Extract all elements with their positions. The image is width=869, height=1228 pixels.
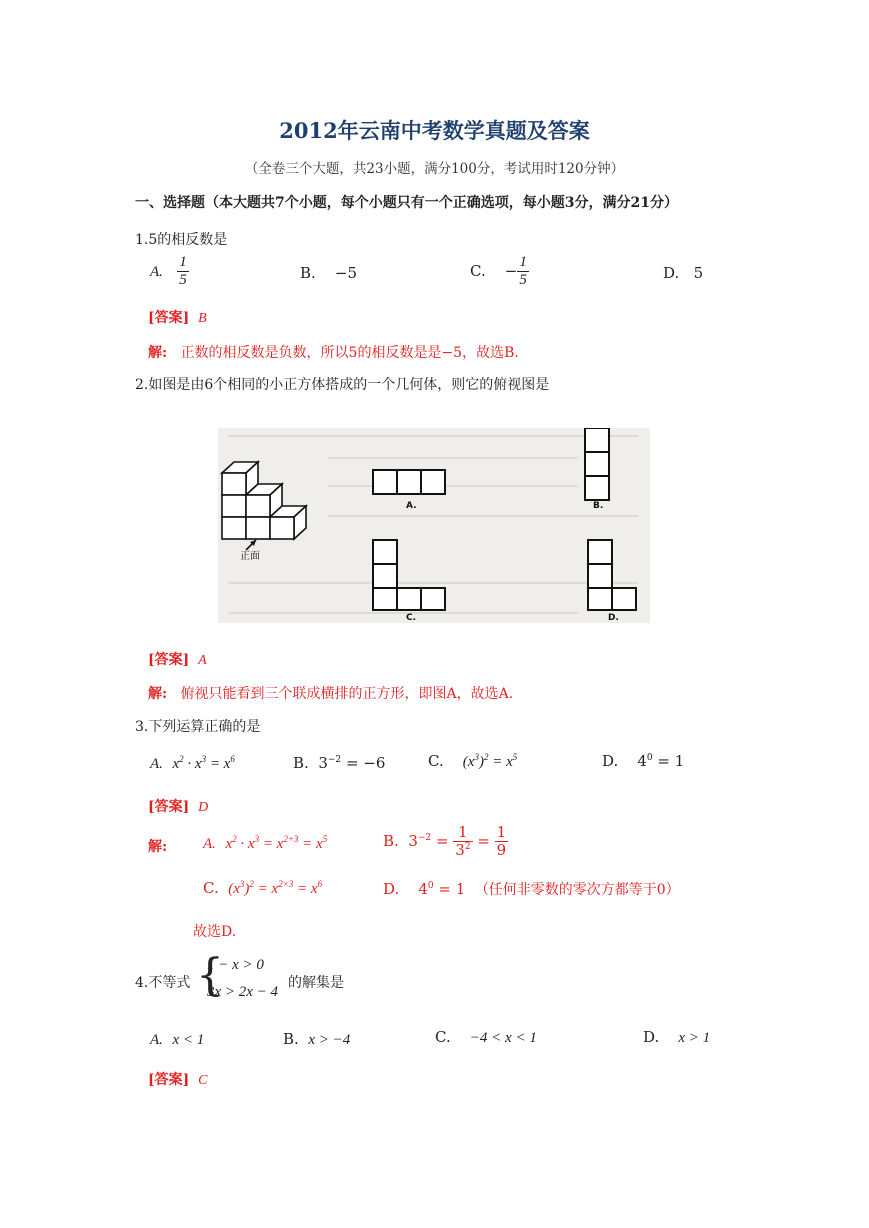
q2-front-label: 正面 (240, 551, 260, 562)
q4-stem-prefix: 4.不等式 (135, 975, 191, 991)
q3-solution-c: C. $(x^3)^2 = x^{2\times 3} = x^6$ (203, 879, 323, 897)
q2-view-b (585, 428, 609, 500)
page-subtitle: （全卷三个大题，共23小题，满分100分，考试用时120分钟） (244, 161, 625, 177)
q3-option-d: D. $4^0 = 1$ (602, 752, 685, 770)
q2-stem: 2.如图是由6个相同的小正方体搭成的一个几何体，则它的俯视图是 (135, 377, 550, 393)
q1-option-d: D. 5 (663, 264, 704, 282)
q4-stem-suffix: 的解集是 (288, 975, 344, 991)
q4-inequality-1: 1 − x > 0 (207, 957, 264, 973)
q3-solution-b: B. $3^{-2}$ = $\frac{1}{3^2}$ = $\frac{1}{9}$ (383, 823, 507, 860)
q2-label-c: C. (406, 613, 417, 623)
q3-answer: [答案] D (148, 799, 209, 815)
q2-view-a (373, 470, 445, 494)
q1-option-b: B. −5 (300, 264, 357, 282)
q4-option-d: D. x > 1 (643, 1028, 711, 1046)
q2-label-a: A. (406, 501, 417, 511)
q4-option-a: A. x < 1 (150, 1032, 205, 1048)
q4-answer: [答案] C (148, 1072, 208, 1088)
q2-label-b: B. (593, 501, 604, 511)
q2-view-d (588, 540, 636, 610)
q4-option-c: C. −4 < x < 1 (435, 1028, 537, 1046)
section-heading: 一、选择题（本大题共7个小题，每个小题只有一个正确选项，每小题3分，满分21分） (135, 195, 678, 211)
q3-option-b: B. $3^{-2} = -6$ (293, 754, 386, 772)
q2-view-c (373, 540, 445, 610)
q3-option-a: A. $x^2 \cdot x^3 = x^6$ (150, 754, 235, 772)
q3-conclusion: 故选D. (193, 924, 237, 940)
q3-solution-a: A. $x^2 \cdot x^3 = x^{2+3} = x^5$ (203, 834, 328, 852)
q4-inequality-2: 3x > 2x − 4 (207, 984, 279, 1000)
q3-solution-tag: 解: (148, 839, 168, 855)
q1-option-a: A. $\frac{1}{5}$ (150, 254, 187, 289)
q3-solution-d: D. $4^0 = 1$ （任何非零数的零次方都等于0） (383, 880, 680, 898)
q1-solution: 解: 正数的相反数是负数，所以5的相反数是是−5，故选B. (148, 345, 519, 361)
q3-option-c: C. $(x^3)^2 = x^5$ (428, 752, 518, 770)
q2-figure (218, 428, 650, 623)
page-title: 2012年云南中考数学真题及答案 (279, 118, 590, 143)
q1-option-c: C. − $\frac{1}{5}$ (470, 254, 527, 289)
q4-option-b: B. x > −4 (283, 1030, 351, 1048)
q1-stem: 1.5的相反数是 (135, 232, 228, 248)
q2-label-d: D. (608, 613, 619, 623)
q2-solid-drawing (222, 462, 306, 550)
q2-solution: 解: 俯视只能看到三个联成横排的正方形，即图A，故选A. (148, 686, 514, 702)
q1-answer: [答案] B (148, 310, 207, 326)
q2-answer: [答案] A (148, 652, 207, 668)
q2-figure-svg (218, 428, 650, 623)
q3-stem: 3.下列运算正确的是 (135, 719, 261, 735)
q4-brace: { (196, 950, 224, 1001)
